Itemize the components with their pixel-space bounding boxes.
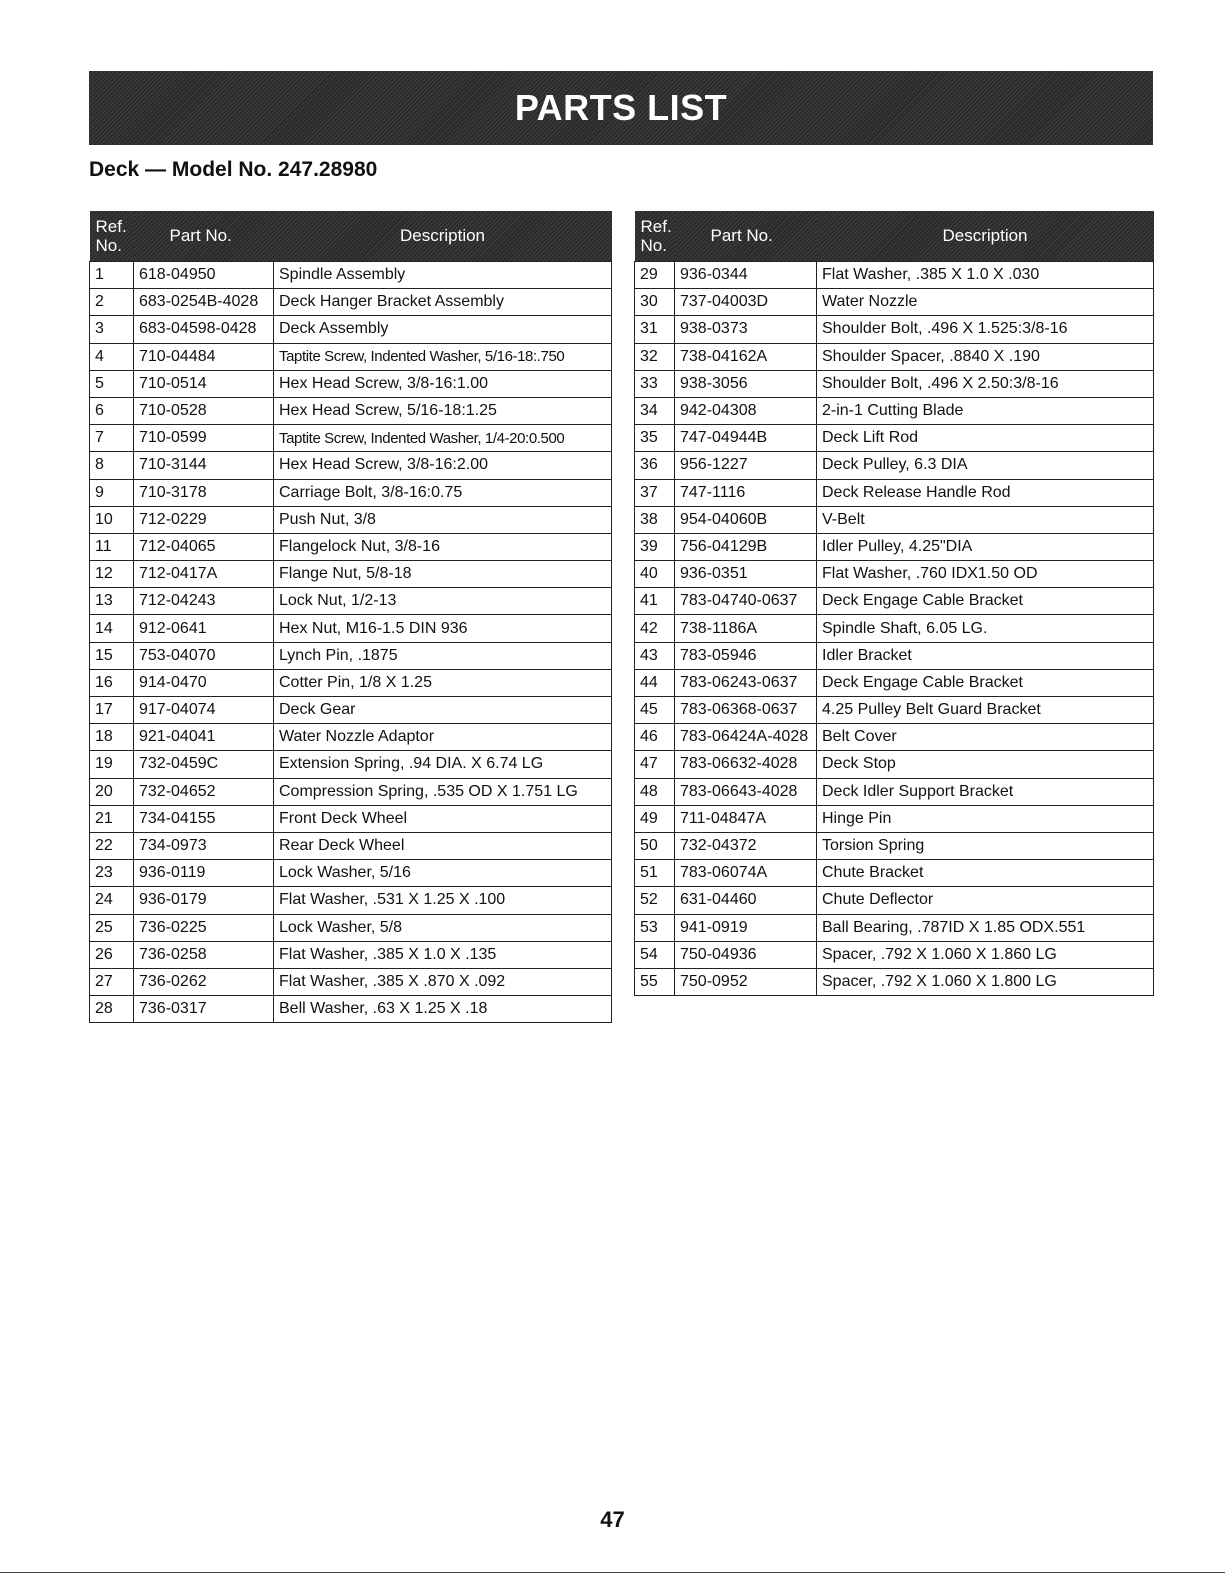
part-no-cell: 712-0229 (134, 506, 274, 533)
part-no-cell: 738-1186A (675, 615, 817, 642)
table-row (90, 506, 612, 533)
ref-no-cell: 19 (90, 751, 134, 778)
ref-no-cell: 6 (90, 397, 134, 424)
ref-header-line2: No. (95, 236, 122, 255)
table-row (90, 343, 612, 370)
ref-no-cell: 9 (90, 479, 134, 506)
description-cell: Cotter Pin, 1/8 X 1.25 (274, 669, 612, 696)
part-no-cell: 710-0528 (134, 397, 274, 424)
part-no-cell: 936-0179 (134, 887, 274, 914)
part-no-cell: 938-3056 (675, 370, 817, 397)
description-cell: Carriage Bolt, 3/8-16:0.75 (274, 479, 612, 506)
part-no-cell: 747-04944B (675, 425, 817, 452)
ref-no-header (90, 211, 134, 262)
table-row (90, 941, 612, 968)
description-cell: V-Belt (817, 506, 1154, 533)
description-cell: Flangelock Nut, 3/8-16 (274, 533, 612, 560)
ref-no-cell: 21 (90, 805, 134, 832)
ref-header-line1: Ref. (95, 217, 127, 236)
description-cell: Water Nozzle Adaptor (274, 724, 612, 751)
description-cell: Taptite Screw, Indented Washer, 5/16-18:.750 (274, 343, 612, 370)
part-no-cell: 783-06632-4028 (675, 751, 817, 778)
description-cell: Flat Washer, .531 X 1.25 X .100 (274, 887, 612, 914)
table-row (90, 479, 612, 506)
table-row (635, 506, 1154, 533)
table-row (635, 397, 1154, 424)
ref-no-cell: 1 (90, 262, 134, 289)
ref-no-cell: 8 (90, 452, 134, 479)
description-cell: 2-in-1 Cutting Blade (817, 397, 1154, 424)
table-row (90, 697, 612, 724)
ref-no-cell: 40 (635, 561, 675, 588)
table-row (635, 479, 1154, 506)
ref-no-cell: 2 (90, 289, 134, 316)
table-row (90, 289, 612, 316)
part-no-cell: 734-04155 (134, 805, 274, 832)
ref-no-cell: 30 (635, 289, 675, 316)
description-cell: Deck Engage Cable Bracket (817, 669, 1154, 696)
part-no-cell: 783-05946 (675, 642, 817, 669)
part-no-cell: 956-1227 (675, 452, 817, 479)
part-no-cell: 736-0317 (134, 996, 274, 1023)
table-row (90, 968, 612, 995)
description-cell: Push Nut, 3/8 (274, 506, 612, 533)
part-no-cell: 631-04460 (675, 887, 817, 914)
table-row (90, 805, 612, 832)
part-no-cell: 783-06074A (675, 860, 817, 887)
description-cell: Spindle Assembly (274, 262, 612, 289)
ref-no-cell: 23 (90, 860, 134, 887)
part-no-cell: 710-3178 (134, 479, 274, 506)
table-row (90, 370, 612, 397)
parts-table-right (634, 211, 1154, 996)
description-cell: Belt Cover (817, 724, 1154, 751)
part-no-cell: 750-04936 (675, 941, 817, 968)
ref-no-cell: 25 (90, 914, 134, 941)
table-row (90, 914, 612, 941)
table-row (90, 832, 612, 859)
table-row (635, 615, 1154, 642)
description-cell: Flat Washer, .385 X 1.0 X .030 (817, 262, 1154, 289)
description-cell: Chute Deflector (817, 887, 1154, 914)
ref-no-cell: 7 (90, 425, 134, 452)
ref-no-cell: 22 (90, 832, 134, 859)
part-no-header: Part No. (675, 211, 817, 262)
ref-no-cell: 17 (90, 697, 134, 724)
table-row (635, 968, 1154, 995)
parts-table-left (89, 211, 612, 1023)
description-cell: Deck Gear (274, 697, 612, 724)
ref-no-cell: 38 (635, 506, 675, 533)
description-cell: Ball Bearing, .787ID X 1.85 ODX.551 (817, 914, 1154, 941)
table-row (635, 805, 1154, 832)
description-cell: Shoulder Bolt, .496 X 2.50:3/8-16 (817, 370, 1154, 397)
table-row (90, 425, 612, 452)
description-cell: Deck Lift Rod (817, 425, 1154, 452)
description-cell: Chute Bracket (817, 860, 1154, 887)
table-row (635, 914, 1154, 941)
ref-no-cell: 47 (635, 751, 675, 778)
table-row (635, 343, 1154, 370)
ref-no-cell: 11 (90, 533, 134, 560)
table-row (635, 941, 1154, 968)
description-cell: Rear Deck Wheel (274, 832, 612, 859)
part-no-cell: 917-04074 (134, 697, 274, 724)
ref-no-cell: 3 (90, 316, 134, 343)
table-row (90, 996, 612, 1023)
table-row (90, 642, 612, 669)
description-cell: Hex Head Screw, 3/8-16:2.00 (274, 452, 612, 479)
description-cell: Front Deck Wheel (274, 805, 612, 832)
description-cell: Spacer, .792 X 1.060 X 1.860 LG (817, 941, 1154, 968)
ref-no-cell: 20 (90, 778, 134, 805)
table-row (635, 561, 1154, 588)
ref-header-line1: Ref. (640, 217, 672, 236)
description-cell: Extension Spring, .94 DIA. X 6.74 LG (274, 751, 612, 778)
part-no-cell: 783-06243-0637 (675, 669, 817, 696)
page-number: 47 (600, 1507, 625, 1532)
description-cell: Taptite Screw, Indented Washer, 1/4-20:0.500 (274, 425, 612, 452)
ref-no-cell: 24 (90, 887, 134, 914)
table-row (635, 724, 1154, 751)
table-row (90, 887, 612, 914)
part-no-cell: 710-0514 (134, 370, 274, 397)
part-no-cell: 732-04372 (675, 832, 817, 859)
table-row (635, 452, 1154, 479)
ref-no-cell: 34 (635, 397, 675, 424)
ref-no-cell: 27 (90, 968, 134, 995)
part-no-cell: 783-06424A-4028 (675, 724, 817, 751)
ref-no-cell: 39 (635, 533, 675, 560)
ref-no-cell: 46 (635, 724, 675, 751)
description-cell: Lynch Pin, .1875 (274, 642, 612, 669)
ref-no-cell: 33 (635, 370, 675, 397)
ref-no-cell: 52 (635, 887, 675, 914)
description-cell: Flat Washer, .385 X 1.0 X .135 (274, 941, 612, 968)
parts-table-right-header (635, 211, 1154, 262)
table-row (635, 588, 1154, 615)
description-cell: Lock Washer, 5/16 (274, 860, 612, 887)
table-row (635, 778, 1154, 805)
description-cell: Spindle Shaft, 6.05 LG. (817, 615, 1154, 642)
ref-no-cell: 41 (635, 588, 675, 615)
description-cell: Flat Washer, .385 X .870 X .092 (274, 968, 612, 995)
ref-no-cell: 54 (635, 941, 675, 968)
ref-no-cell: 55 (635, 968, 675, 995)
description-cell: Hex Head Screw, 5/16-18:1.25 (274, 397, 612, 424)
part-no-cell: 711-04847A (675, 805, 817, 832)
part-no-cell: 712-04243 (134, 588, 274, 615)
description-cell: Idler Pulley, 4.25"DIA (817, 533, 1154, 560)
ref-no-cell: 50 (635, 832, 675, 859)
table-row (90, 533, 612, 560)
ref-no-cell: 37 (635, 479, 675, 506)
part-no-cell: 936-0119 (134, 860, 274, 887)
description-cell: Spacer, .792 X 1.060 X 1.800 LG (817, 968, 1154, 995)
ref-no-cell: 48 (635, 778, 675, 805)
ref-no-cell: 28 (90, 996, 134, 1023)
part-no-cell: 738-04162A (675, 343, 817, 370)
parts-table-right-body (635, 262, 1154, 996)
ref-no-cell: 12 (90, 561, 134, 588)
part-no-cell: 747-1116 (675, 479, 817, 506)
description-cell: Deck Stop (817, 751, 1154, 778)
page-title: PARTS LIST (514, 87, 728, 128)
ref-no-cell: 44 (635, 669, 675, 696)
description-cell: Flat Washer, .760 IDX1.50 OD (817, 561, 1154, 588)
table-row (90, 724, 612, 751)
table-row (635, 316, 1154, 343)
part-no-cell: 736-0225 (134, 914, 274, 941)
table-row (635, 533, 1154, 560)
description-cell: Lock Washer, 5/8 (274, 914, 612, 941)
ref-no-cell: 36 (635, 452, 675, 479)
part-no-cell: 732-04652 (134, 778, 274, 805)
table-row (90, 262, 612, 289)
table-row (90, 397, 612, 424)
description-cell: Shoulder Bolt, .496 X 1.525:3/8-16 (817, 316, 1154, 343)
ref-no-cell: 42 (635, 615, 675, 642)
part-no-cell: 710-0599 (134, 425, 274, 452)
part-no-cell: 618-04950 (134, 262, 274, 289)
description-cell: Hex Head Screw, 3/8-16:1.00 (274, 370, 612, 397)
part-no-cell: 734-0973 (134, 832, 274, 859)
table-row (90, 615, 612, 642)
table-row (90, 860, 612, 887)
table-row (635, 262, 1154, 289)
part-no-cell: 750-0952 (675, 968, 817, 995)
ref-no-cell: 32 (635, 343, 675, 370)
description-cell: Water Nozzle (817, 289, 1154, 316)
part-no-cell: 938-0373 (675, 316, 817, 343)
footer-rule (0, 1572, 1225, 1573)
table-row (90, 452, 612, 479)
part-no-cell: 921-04041 (134, 724, 274, 751)
part-no-cell: 683-0254B-4028 (134, 289, 274, 316)
description-cell: Deck Hanger Bracket Assembly (274, 289, 612, 316)
description-cell: Hex Nut, M16-1.5 DIN 936 (274, 615, 612, 642)
table-row (635, 425, 1154, 452)
ref-no-cell: 43 (635, 642, 675, 669)
description-cell: Bell Washer, .63 X 1.25 X .18 (274, 996, 612, 1023)
part-no-cell: 710-3144 (134, 452, 274, 479)
ref-no-header (635, 211, 675, 262)
description-header: Description (817, 211, 1154, 262)
ref-no-cell: 13 (90, 588, 134, 615)
part-no-cell: 783-06643-4028 (675, 778, 817, 805)
part-no-cell: 936-0351 (675, 561, 817, 588)
part-no-cell: 732-0459C (134, 751, 274, 778)
description-cell: Torsion Spring (817, 832, 1154, 859)
part-no-cell: 941-0919 (675, 914, 817, 941)
table-row (90, 588, 612, 615)
part-no-cell: 942-04308 (675, 397, 817, 424)
description-cell: Deck Release Handle Rod (817, 479, 1154, 506)
ref-no-cell: 4 (90, 343, 134, 370)
part-no-cell: 683-04598-0428 (134, 316, 274, 343)
part-no-cell: 712-04065 (134, 533, 274, 560)
part-no-cell: 936-0344 (675, 262, 817, 289)
table-row (635, 751, 1154, 778)
ref-no-cell: 16 (90, 669, 134, 696)
table-row (635, 642, 1154, 669)
parts-table-left-header (90, 211, 612, 262)
ref-no-cell: 31 (635, 316, 675, 343)
part-no-cell: 736-0258 (134, 941, 274, 968)
description-cell: Flange Nut, 5/8-18 (274, 561, 612, 588)
part-no-cell: 954-04060B (675, 506, 817, 533)
part-no-cell: 736-0262 (134, 968, 274, 995)
ref-no-cell: 45 (635, 697, 675, 724)
table-row (635, 697, 1154, 724)
part-no-cell: 783-04740-0637 (675, 588, 817, 615)
part-no-cell: 737-04003D (675, 289, 817, 316)
description-header: Description (274, 211, 612, 262)
ref-no-cell: 49 (635, 805, 675, 832)
description-cell: Deck Idler Support Bracket (817, 778, 1154, 805)
table-row (635, 669, 1154, 696)
part-no-cell: 912-0641 (134, 615, 274, 642)
description-cell: Lock Nut, 1/2-13 (274, 588, 612, 615)
table-row (90, 751, 612, 778)
description-cell: Idler Bracket (817, 642, 1154, 669)
description-cell: 4.25 Pulley Belt Guard Bracket (817, 697, 1154, 724)
ref-no-cell: 26 (90, 941, 134, 968)
ref-no-cell: 14 (90, 615, 134, 642)
table-row (635, 370, 1154, 397)
table-row (90, 778, 612, 805)
part-no-cell: 914-0470 (134, 669, 274, 696)
ref-no-cell: 10 (90, 506, 134, 533)
table-row (635, 832, 1154, 859)
part-no-cell: 753-04070 (134, 642, 274, 669)
part-no-cell: 710-04484 (134, 343, 274, 370)
description-cell: Hinge Pin (817, 805, 1154, 832)
part-no-cell: 756-04129B (675, 533, 817, 560)
ref-no-cell: 51 (635, 860, 675, 887)
part-no-cell: 783-06368-0637 (675, 697, 817, 724)
ref-no-cell: 53 (635, 914, 675, 941)
table-row (635, 860, 1154, 887)
description-cell: Compression Spring, .535 OD X 1.751 LG (274, 778, 612, 805)
ref-no-cell: 35 (635, 425, 675, 452)
table-row (635, 289, 1154, 316)
ref-no-cell: 15 (90, 642, 134, 669)
description-cell: Shoulder Spacer, .8840 X .190 (817, 343, 1154, 370)
description-cell: Deck Assembly (274, 316, 612, 343)
part-no-header: Part No. (134, 211, 274, 262)
description-cell: Deck Engage Cable Bracket (817, 588, 1154, 615)
part-no-cell: 712-0417A (134, 561, 274, 588)
ref-no-cell: 5 (90, 370, 134, 397)
table-row (635, 887, 1154, 914)
table-row (90, 561, 612, 588)
table-row (90, 669, 612, 696)
parts-table-left-body (90, 262, 612, 1023)
ref-header-line2: No. (640, 236, 667, 255)
section-subtitle: Deck — Model No. 247.28980 (89, 158, 378, 181)
parts-list-banner (89, 71, 1153, 145)
table-row (90, 316, 612, 343)
ref-no-cell: 29 (635, 262, 675, 289)
ref-no-cell: 18 (90, 724, 134, 751)
description-cell: Deck Pulley, 6.3 DIA (817, 452, 1154, 479)
